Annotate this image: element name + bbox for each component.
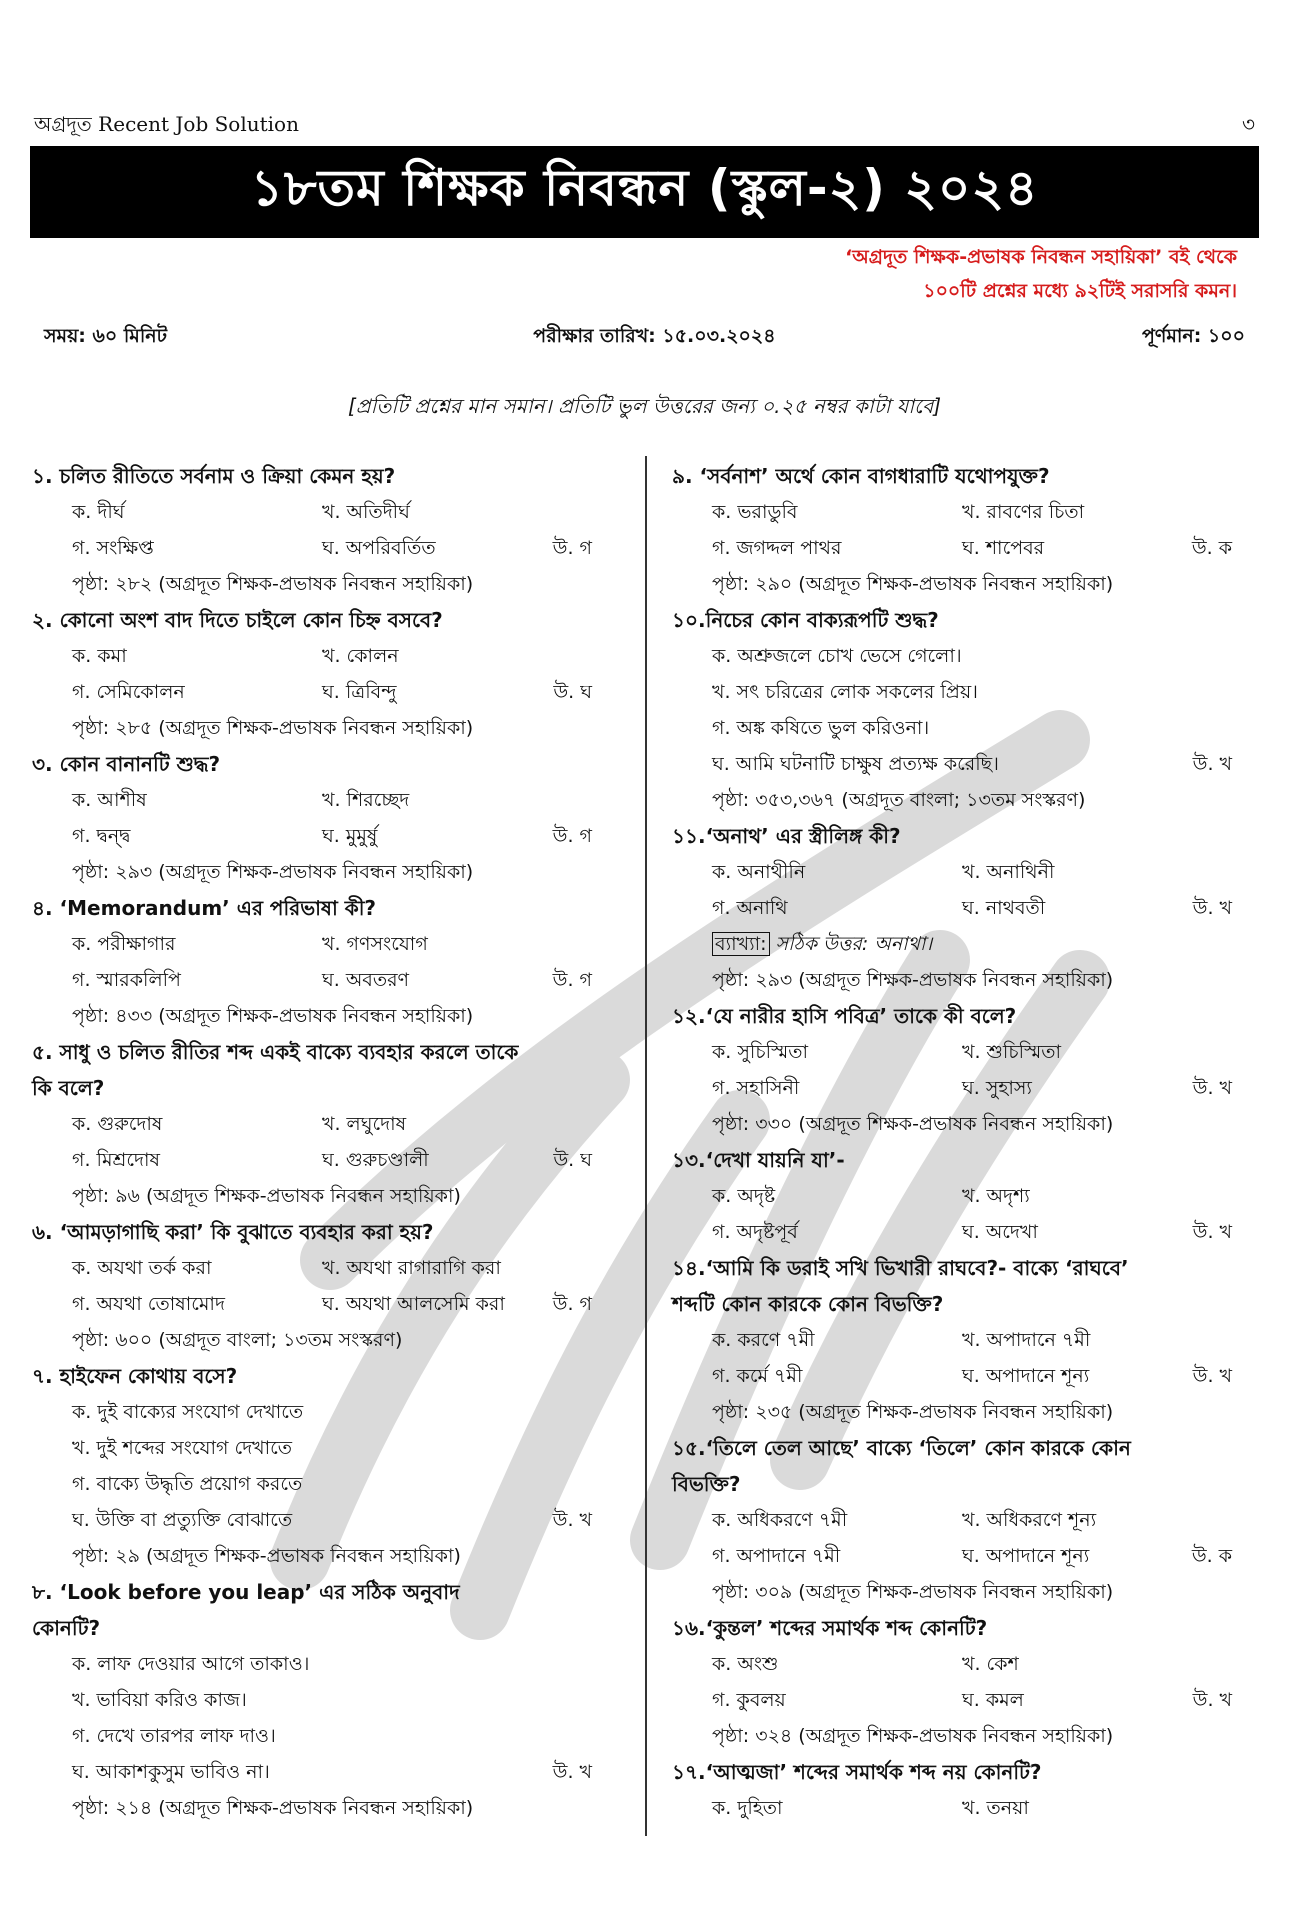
question-number: ২. <box>32 608 53 632</box>
option-a: ক. সুচিস্মিতা <box>712 1041 809 1063</box>
option-b: খ. কেশ <box>962 1653 1019 1675</box>
option-a: ক. লাফ দেওয়ার আগে তাকাও। <box>72 1653 310 1675</box>
option-c: গ. অঙ্ক কষিতে ভুল করিওনা। <box>712 717 930 739</box>
option-a: ক. গুরুদোষ <box>72 1113 163 1135</box>
option-a: ক. দুই বাক্যের সংযোগ দেখাতে <box>72 1401 304 1423</box>
question-text: ‘কুন্তল’ শব্দের সমার্থক শব্দ কোনটি? <box>705 1616 988 1640</box>
question-text: ‘Look before you leap’ এর সঠিক অনুবাদ <box>59 1580 460 1604</box>
option-c: গ. সহাসিনী <box>712 1077 800 1099</box>
question-text: সাধু ও চলিত রীতির শব্দ একই বাক্যে ব্যবহার করলে তাকে <box>59 1040 519 1064</box>
option-d: ঘ. আকাশকুসুম ভাবিও না। <box>72 1761 270 1783</box>
option-b: খ. তনয়া <box>962 1797 1029 1819</box>
question-text: নিচের কোন বাক্যরূপটি শুদ্ধ? <box>705 608 939 632</box>
question-9 <box>672 458 1262 602</box>
exam-date: পরীক্ষার তারিখ: ১৫.০৩.২০২৪ <box>533 325 776 347</box>
explanation <box>672 926 1262 962</box>
question-8 <box>32 1574 622 1826</box>
page-reference: পৃষ্ঠা: ২৮২ (অগ্রদূত শিক্ষক-প্রভাষক নিবন্ধন সহায়িকা) <box>72 573 474 595</box>
option-d: ঘ. গুরুচণ্ডালী <box>322 1149 429 1171</box>
promo-line-1: ‘অগ্রদূত শিক্ষক-প্রভাষক নিবন্ধন সহায়িকা’ বই থেকে <box>845 246 1237 268</box>
option-a: ক. কমা <box>72 645 127 667</box>
option-b: খ. অদৃশ্য <box>962 1185 1030 1207</box>
option-c: গ. কর্মে ৭মী <box>712 1365 803 1387</box>
option-a: ক. দীর্ঘ <box>72 501 125 523</box>
answer: উ. গ <box>552 537 592 559</box>
question-text-continued: কি বলে? <box>32 1076 105 1100</box>
question-text: কোনো অংশ বাদ দিতে চাইলে কোন চিহ্ন বসবে? <box>59 608 443 632</box>
answer: উ. ক <box>1191 537 1232 559</box>
option-d: ঘ. অযথা আলসেমি করা <box>322 1293 505 1315</box>
answer: উ. খ <box>1192 897 1232 919</box>
option-c: গ. অনাথি <box>712 897 788 919</box>
question-number: ১৫. <box>672 1436 706 1460</box>
option-a: ক. দুহিতা <box>712 1797 783 1819</box>
answer: উ. ক <box>1191 1545 1232 1567</box>
option-a: ক. অদৃষ্ট <box>712 1185 776 1207</box>
page-reference: পৃষ্ঠা: ৯৬ (অগ্রদূত শিক্ষক-প্রভাষক নিবন্ধন সহায়িকা) <box>72 1185 461 1207</box>
question-text: হাইফেন কোথায় বসে? <box>59 1364 238 1388</box>
option-b: খ. অনাথিনী <box>962 861 1055 883</box>
page-reference: পৃষ্ঠা: ৪৩৩ (অগ্রদূত শিক্ষক-প্রভাষক নিবন্ধন সহায়িকা) <box>72 1005 474 1027</box>
option-a: ক. আশীষ <box>72 789 147 811</box>
question-text-continued: কোনটি? <box>32 1616 101 1640</box>
answer: উ. খ <box>1192 753 1232 775</box>
question-number: ৬. <box>32 1220 53 1244</box>
question-number: ১৪. <box>672 1256 706 1280</box>
option-b: খ. শিরচ্ছেদ <box>322 789 410 811</box>
option-b: খ. লঘুদোষ <box>322 1113 407 1135</box>
answer: উ. খ <box>552 1509 592 1531</box>
question-number: ১২. <box>672 1004 706 1028</box>
left-column <box>32 458 622 1826</box>
explanation-tag: ব্যাখ্যা: <box>712 932 770 956</box>
option-b: খ. সৎ চরিত্রের লোক সকলের প্রিয়। <box>712 681 978 703</box>
option-b: খ. অপাদানে ৭মী <box>962 1329 1091 1351</box>
question-12 <box>672 998 1262 1142</box>
question-text: ‘আত্মজা’ শব্দের সমার্থক শব্দ নয় কোনটি? <box>705 1760 1042 1784</box>
question-13 <box>672 1142 1262 1250</box>
page-reference: পৃষ্ঠা: ৩৩০ (অগ্রদূত শিক্ষক-প্রভাষক নিবন্ধন সহায়িকা) <box>712 1113 1114 1135</box>
question-1 <box>32 458 622 602</box>
option-b: খ. কোলন <box>322 645 399 667</box>
answer: উ. ঘ <box>553 681 592 703</box>
page-reference: পৃষ্ঠা: ২১৪ (অগ্রদূত শিক্ষক-প্রভাষক নিবন্ধন সহায়িকা) <box>72 1797 474 1819</box>
question-text-continued: শব্দটি কোন কারকে কোন বিভক্তি? <box>672 1292 944 1316</box>
option-d: ঘ. মুমুর্ষু <box>322 825 378 847</box>
option-a: ক. অনাথীনি <box>712 861 806 883</box>
page-reference: পৃষ্ঠা: ৩২৪ (অগ্রদূত শিক্ষক-প্রভাষক নিবন্ধন সহায়িকা) <box>712 1725 1114 1747</box>
question-5 <box>32 1034 622 1214</box>
question-text: ‘আমড়াগাছি করা’ কি বুঝাতে ব্যবহার করা হয়? <box>59 1220 434 1244</box>
question-17 <box>672 1754 1262 1826</box>
option-c: গ. জগদ্দল পাথর <box>712 537 842 559</box>
page-reference: পৃষ্ঠা: ২৯৩ (অগ্রদূত শিক্ষক-প্রভাষক নিবন্ধন সহায়িকা) <box>72 861 474 883</box>
option-b: খ. অধিকরণে শূন্য <box>962 1509 1097 1531</box>
option-d: ঘ. অপাদানে শূন্য <box>962 1545 1090 1567</box>
exam-time: সময়: ৬০ মিনিট <box>44 325 167 347</box>
option-b: খ. ভাবিয়া করিও কাজ। <box>72 1689 247 1711</box>
option-d: ঘ. শাপেবর <box>962 537 1045 559</box>
option-d: ঘ. উক্তি বা প্রত্যুক্তি বোঝাতে <box>72 1509 293 1531</box>
option-c: গ. স্মারকলিপি <box>72 969 181 991</box>
option-a: ক. অংশু <box>712 1653 779 1675</box>
option-d: ঘ. কমল <box>962 1689 1024 1711</box>
answer: উ. খ <box>1192 1221 1232 1243</box>
explanation-text: সঠিক উত্তর: অনাথা। <box>775 933 933 955</box>
option-a: ক. অযথা তর্ক করা <box>72 1257 212 1279</box>
question-4 <box>32 890 622 1034</box>
option-b: খ. গণসংযোগ <box>322 933 428 955</box>
question-6 <box>32 1214 622 1358</box>
exam-info-row <box>44 322 1245 354</box>
question-text: ‘যে নারীর হাসি পবিত্র’ তাকে কী বলে? <box>705 1004 1017 1028</box>
page-reference: পৃষ্ঠা: ২৮৫ (অগ্রদূত শিক্ষক-প্রভাষক নিবন্ধন সহায়িকা) <box>72 717 474 739</box>
option-d: ঘ. নাথবতী <box>962 897 1046 919</box>
question-number: ১১. <box>672 824 706 848</box>
question-number: ১৬. <box>672 1616 706 1640</box>
question-7 <box>32 1358 622 1574</box>
answer: উ. খ <box>1192 1077 1232 1099</box>
page-reference: পৃষ্ঠা: ৬০০ (অগ্রদূত বাংলা; ১৩তম সংস্করণ) <box>72 1329 403 1351</box>
option-c: গ. বাক্যে উদ্ধৃতি প্রয়োগ করতে <box>72 1473 303 1495</box>
question-number: ৭. <box>32 1364 53 1388</box>
option-d: ঘ. অপাদানে শূন্য <box>962 1365 1090 1387</box>
question-text: ‘অনাথ’ এর স্ত্রীলিঙ্গ কী? <box>705 824 901 848</box>
option-c: গ. সেমিকোলন <box>72 681 185 703</box>
page-reference: পৃষ্ঠা: ২৯০ (অগ্রদূত শিক্ষক-প্রভাষক নিবন্ধন সহায়িকা) <box>712 573 1114 595</box>
question-11 <box>672 818 1262 998</box>
question-number: ১০. <box>672 608 706 632</box>
question-number: ১৩. <box>672 1148 706 1172</box>
option-c: গ. অযথা তোষামোদ <box>72 1293 225 1315</box>
option-a: ক. করণে ৭মী <box>712 1329 815 1351</box>
option-c: গ. দ্বন্দ্ব <box>72 825 131 847</box>
column-divider <box>645 456 647 1836</box>
question-16 <box>672 1610 1262 1754</box>
page-reference: পৃষ্ঠা: ২৩৫ (অগ্রদূত শিক্ষক-প্রভাষক নিবন্ধন সহায়িকা) <box>712 1401 1114 1423</box>
answer: উ. গ <box>552 969 592 991</box>
option-b: খ. শুচিস্মিতা <box>962 1041 1062 1063</box>
option-a: ক. অশ্রুজলে চোখ ভেসে গেলো। <box>712 645 962 667</box>
question-text: ‘সর্বনাশ’ অর্থে কোন বাগধারাটি যথোপযুক্ত? <box>699 464 1050 488</box>
page-reference: পৃষ্ঠা: ৩০৯ (অগ্রদূত শিক্ষক-প্রভাষক নিবন্ধন সহায়িকা) <box>712 1581 1114 1603</box>
option-c: গ. অপাদানে ৭মী <box>712 1545 841 1567</box>
running-header <box>34 110 1255 143</box>
option-b: খ. দুই শব্দের সংযোগ দেখাতে <box>72 1437 293 1459</box>
question-text: ‘তিলে তেল আছে’ বাক্যে ‘তিলে’ কোন কারকে কোন <box>705 1436 1131 1460</box>
answer: উ. গ <box>552 825 592 847</box>
question-3 <box>32 746 622 890</box>
question-number: ৪. <box>32 896 53 920</box>
question-text: ‘আমি কি ডরাই সখি ভিখারী রাঘবে?- বাক্যে ‘রাঘবে’ <box>705 1256 1129 1280</box>
answer: উ. গ <box>552 1293 592 1315</box>
option-c: গ. কুবলয় <box>712 1689 786 1711</box>
page-number: ৩ <box>1241 112 1255 136</box>
answer: উ. খ <box>1192 1365 1232 1387</box>
option-a: ক. ভরাডুবি <box>712 501 798 523</box>
question-2 <box>32 602 622 746</box>
brand-text: অগ্রদূত Recent Job Solution <box>34 112 299 136</box>
question-number: ৫. <box>32 1040 53 1064</box>
question-number: ৮. <box>32 1580 53 1604</box>
page-reference: পৃষ্ঠা: ২৯৩ (অগ্রদূত শিক্ষক-প্রভাষক নিবন্ধন সহায়িকা) <box>712 969 1114 991</box>
page-reference: পৃষ্ঠা: ৩৫৩,৩৬৭ (অগ্রদূত বাংলা; ১৩তম সংস্করণ) <box>712 789 1086 811</box>
option-b: খ. অতিদীর্ঘ <box>322 501 410 523</box>
exam-title-banner <box>30 146 1259 238</box>
option-d: ঘ. অপরিবর্তিত <box>322 537 436 559</box>
option-b: খ. অযথা রাগারাগি করা <box>322 1257 501 1279</box>
option-a: ক. অধিকরণে ৭মী <box>712 1509 848 1531</box>
answer: উ. খ <box>552 1761 592 1783</box>
exam-full-marks: পূর্ণমান: ১০০ <box>1141 325 1245 347</box>
marking-notice: [প্রতিটি প্রশ্নের মান সমান। প্রতিটি ভুল উত্তরের জন্য ০.২৫ নম্বর কাটা যাবে] <box>347 394 942 418</box>
answer: উ. খ <box>1192 1689 1232 1711</box>
question-10 <box>672 602 1262 818</box>
option-c: গ. দেখে তারপর লাফ দাও। <box>72 1725 276 1747</box>
option-d: ঘ. ত্রিবিন্দু <box>322 681 397 703</box>
right-column <box>672 458 1262 1826</box>
question-text-continued: বিভক্তি? <box>672 1472 741 1496</box>
question-number: ১৭. <box>672 1760 706 1784</box>
option-d: ঘ. সুহাস্য <box>962 1077 1032 1099</box>
option-c: গ. মিশ্রদোষ <box>72 1149 160 1171</box>
question-text: ‘Memorandum’ এর পরিভাষা কী? <box>59 896 377 920</box>
promo-line-2: ১০০টি প্রশ্নের মধ্যে ৯২টিই সরাসরি কমন। <box>923 280 1237 302</box>
question-text: ‘দেখা যায়নি যা’- <box>705 1148 845 1172</box>
question-number: ৯. <box>672 464 693 488</box>
option-c: গ. সংক্ষিপ্ত <box>72 537 154 559</box>
question-number: ১. <box>32 464 53 488</box>
question-number: ৩. <box>32 752 53 776</box>
option-d: ঘ. অদেখা <box>962 1221 1038 1243</box>
option-a: ক. পরীক্ষাগার <box>72 933 176 955</box>
question-14 <box>672 1250 1262 1430</box>
page-reference: পৃষ্ঠা: ২৯ (অগ্রদূত শিক্ষক-প্রভাষক নিবন্ধন সহায়িকা) <box>72 1545 461 1567</box>
option-c: গ. অদৃষ্টপূর্ব <box>712 1221 798 1243</box>
promo-note <box>845 240 1237 308</box>
question-text: চলিত রীতিতে সর্বনাম ও ক্রিয়া কেমন হয়? <box>59 464 396 488</box>
option-d: ঘ. আমি ঘটনাটি চাক্ষুষ প্রত্যক্ষ করেছি। <box>712 753 999 775</box>
question-15 <box>672 1430 1262 1610</box>
answer: উ. ঘ <box>553 1149 592 1171</box>
exam-title: ১৮তম শিক্ষক নিবন্ধন (স্কুল-২) ২০২৪ <box>250 158 1039 217</box>
option-b: খ. রাবণের চিতা <box>962 501 1085 523</box>
question-text: কোন বানানটি শুদ্ধ? <box>59 752 221 776</box>
option-d: ঘ. অবতরণ <box>322 969 410 991</box>
